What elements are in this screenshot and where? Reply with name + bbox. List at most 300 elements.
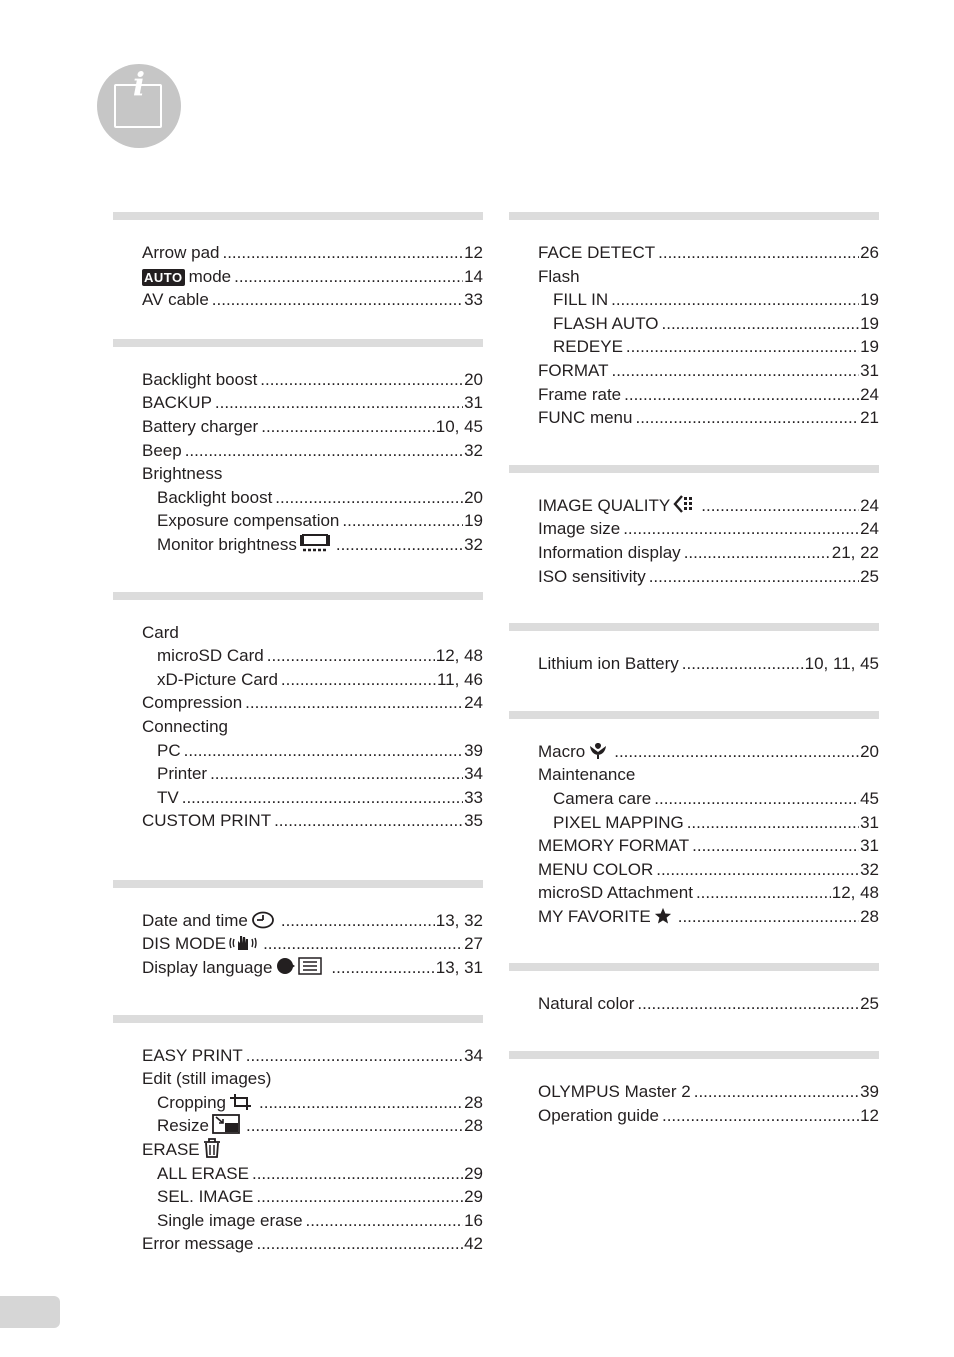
index-entry-flash <box>509 265 879 289</box>
entry-label-text: mode <box>188 266 232 286</box>
dot-leader <box>252 1162 463 1186</box>
index-entry-printer <box>113 762 483 786</box>
section-header-bar <box>509 212 879 220</box>
entry-label <box>538 652 679 676</box>
index-section <box>509 1051 879 1127</box>
entry-label <box>538 517 620 541</box>
entry-label-text: Error message <box>142 1234 254 1254</box>
index-entry-face-detect <box>509 241 879 265</box>
dot-leader <box>215 391 463 415</box>
entry-label-text: Exposure compensation <box>157 511 340 531</box>
index-section <box>509 623 879 676</box>
dot-leader <box>658 241 859 265</box>
page-number: 10, 45 <box>435 416 483 436</box>
entry-label <box>538 858 653 882</box>
index-entry-sel-image <box>113 1185 483 1209</box>
entry-list <box>113 220 483 312</box>
entry-label-text: TV <box>157 787 179 807</box>
entry-label-text: FILL IN <box>553 290 609 310</box>
dot-leader <box>306 1209 464 1233</box>
page-number: 20 <box>464 487 483 507</box>
dot-leader <box>261 415 435 439</box>
dot-leader <box>263 932 463 956</box>
entry-label <box>553 288 608 312</box>
index-entry-beep <box>113 439 483 463</box>
dot-leader <box>696 881 831 905</box>
entry-label <box>538 905 675 932</box>
entry-label-text: Cropping <box>157 1092 226 1112</box>
index-entry-olympus-master-2 <box>509 1080 879 1104</box>
dot-leader <box>694 1080 859 1104</box>
page-number: 16 <box>464 1210 483 1230</box>
index-entry-av-cable <box>113 288 483 312</box>
index-entry-microsd-attachment <box>509 881 879 905</box>
index-entry-cropping <box>113 1091 483 1115</box>
entry-label-text: CUSTOM PRINT <box>142 811 272 831</box>
dot-leader <box>649 565 859 589</box>
index-entry-natural-color <box>509 992 879 1016</box>
entry-label <box>538 359 609 383</box>
entry-label-text: xD-Picture Card <box>157 669 278 689</box>
entry-label <box>142 809 271 833</box>
resize-icon <box>212 1114 240 1141</box>
entry-label <box>142 1232 253 1256</box>
index-section <box>113 1015 483 1256</box>
page-number: 34 <box>464 1045 483 1065</box>
entry-label-text: Date and time <box>142 910 248 930</box>
dot-leader <box>185 439 463 463</box>
page-number: 31 <box>464 393 483 413</box>
entry-label-text: Natural color <box>538 994 635 1014</box>
entry-list <box>113 888 483 980</box>
entry-label <box>538 406 632 430</box>
section-header-bar <box>113 1015 483 1023</box>
index-entry-flash-auto <box>509 312 879 336</box>
entry-label-text: Flash <box>538 266 580 286</box>
dot-leader <box>684 541 831 565</box>
entry-label <box>538 241 655 265</box>
entry-label <box>538 494 698 521</box>
index-entry-mode <box>113 265 483 289</box>
index-entry-func-menu <box>509 406 879 430</box>
page-number: 24 <box>464 693 483 713</box>
page-number: 24 <box>860 495 879 515</box>
index-entry-iso-sensitivity <box>509 565 879 589</box>
entry-list <box>509 473 879 588</box>
entry-label-text: Resize <box>157 1116 209 1136</box>
dot-leader <box>678 905 859 929</box>
index-entry-monitor-brightness <box>113 533 483 557</box>
entry-label <box>142 391 212 415</box>
index-entry-battery-charger <box>113 415 483 439</box>
entry-label <box>142 956 328 983</box>
index-entry-easy-print <box>113 1044 483 1068</box>
index-entry-frame-rate <box>509 383 879 407</box>
entry-label-text: Backlight boost <box>142 369 258 389</box>
page-number: 29 <box>464 1163 483 1183</box>
page-number: 31 <box>860 360 879 380</box>
entry-label-text: microSD Attachment <box>538 883 693 903</box>
page-number: 24 <box>860 384 879 404</box>
entry-label <box>157 668 278 692</box>
entry-label-text: EASY PRINT <box>142 1045 243 1065</box>
entry-label-text: FLASH AUTO <box>553 313 659 333</box>
page-number: 19 <box>860 290 879 310</box>
page-number: 12, 48 <box>435 646 483 666</box>
page-number: 24 <box>860 519 879 539</box>
entry-list <box>113 600 483 833</box>
entry-label <box>142 909 278 936</box>
page-number: 12, 48 <box>831 883 879 903</box>
page-number: 28 <box>860 906 879 926</box>
dot-leader <box>246 1044 463 1068</box>
dot-leader <box>623 517 859 541</box>
index-entry-backup <box>113 391 483 415</box>
page-number: 31 <box>860 836 879 856</box>
page-number: 13, 32 <box>435 910 483 930</box>
index-section <box>113 592 483 833</box>
index-entry-maintenance <box>509 763 879 787</box>
index-entry-my-favorite <box>509 905 879 929</box>
page-number: 32 <box>464 440 483 460</box>
entry-label-text: ISO sensitivity <box>538 566 646 586</box>
index-section <box>113 212 483 312</box>
page-number: 27 <box>464 934 483 954</box>
entry-label <box>157 486 272 510</box>
dot-leader <box>336 533 463 557</box>
page-number: 26 <box>860 243 879 262</box>
dot-leader <box>611 288 859 312</box>
entry-label <box>142 1138 224 1165</box>
dot-leader <box>687 811 859 835</box>
dot-leader <box>275 486 463 510</box>
entry-list <box>113 1023 483 1256</box>
entry-label <box>538 265 580 289</box>
macro-icon <box>588 740 608 767</box>
dot-leader <box>210 762 463 786</box>
dot-leader <box>662 312 860 336</box>
entry-label <box>142 368 257 392</box>
entry-label <box>142 462 222 486</box>
section-header-bar <box>509 465 879 473</box>
page-number: 45 <box>860 788 879 808</box>
dot-leader <box>267 644 435 668</box>
dot-leader <box>612 359 860 383</box>
entry-label <box>157 739 181 763</box>
entry-list <box>509 220 879 430</box>
dot-leader <box>701 494 859 518</box>
language-icon <box>275 956 325 983</box>
page-number: 10, 11, 45 <box>804 654 879 674</box>
page-number: 14 <box>464 266 483 286</box>
star-icon <box>654 907 672 932</box>
monitor-brightness-icon <box>300 533 330 560</box>
page-number: 13, 31 <box>435 958 483 978</box>
entry-label-text: Connecting <box>142 716 229 736</box>
entry-label <box>157 786 179 810</box>
entry-label <box>538 763 635 787</box>
dot-leader <box>212 288 463 312</box>
section-header-bar <box>509 1051 879 1059</box>
index-entry-xd-picture-card <box>113 668 483 692</box>
index-entry-brightness <box>113 462 483 486</box>
dot-leader <box>245 691 463 715</box>
page-number: 28 <box>464 1116 483 1136</box>
image-quality-icon <box>673 494 695 521</box>
index-entry-macro <box>509 740 879 764</box>
entry-label <box>538 834 689 858</box>
entry-label-text: Beep <box>142 440 182 460</box>
index-entry-menu-color <box>509 858 879 882</box>
index-entry-display-language <box>113 956 483 980</box>
dot-leader <box>246 1114 463 1138</box>
entry-label-text: FUNC menu <box>538 408 633 428</box>
page-number: 11, 46 <box>436 669 483 689</box>
entry-label-text: MEMORY FORMAT <box>538 836 690 856</box>
entry-label <box>157 1209 303 1233</box>
section-header-bar <box>509 711 879 719</box>
page-number: 20 <box>860 741 879 761</box>
entry-label <box>157 1114 243 1141</box>
entry-label <box>142 265 231 289</box>
dot-leader <box>662 1104 859 1128</box>
index-section <box>113 339 483 557</box>
entry-label-text: BACKUP <box>142 393 212 413</box>
index-section <box>509 465 879 588</box>
dot-leader <box>281 668 436 692</box>
entry-label <box>157 533 333 560</box>
entry-label <box>142 241 219 265</box>
page-number: 39 <box>464 740 483 760</box>
page-number: 31 <box>860 812 879 832</box>
entry-label <box>142 691 242 715</box>
index-entry-backlight-boost <box>113 368 483 392</box>
entry-label <box>553 312 659 336</box>
entry-label <box>142 932 260 959</box>
entry-label-text: SEL. IMAGE <box>157 1187 254 1207</box>
entry-label <box>142 1044 243 1068</box>
page-number: 12 <box>860 1105 879 1125</box>
entry-label <box>538 1104 659 1128</box>
entry-label <box>157 762 207 786</box>
entry-label <box>157 644 264 668</box>
entry-label-text: Battery charger <box>142 416 259 436</box>
index-entry-arrow-pad <box>113 241 483 265</box>
section-header-bar <box>113 592 483 600</box>
dot-leader <box>637 992 859 1016</box>
index-entry-fill-in <box>509 288 879 312</box>
entry-label <box>142 288 209 312</box>
page-number: 35 <box>464 811 483 831</box>
dot-leader <box>656 858 859 882</box>
section-header-bar <box>113 880 483 888</box>
page-number: 32 <box>464 534 483 554</box>
index-entry-image-quality <box>509 494 879 518</box>
index-column-right <box>509 212 879 1127</box>
trash-icon <box>203 1138 221 1165</box>
page-number: 29 <box>464 1187 483 1207</box>
entry-label <box>157 1185 253 1209</box>
entry-label <box>538 383 621 407</box>
section-header-bar <box>509 963 879 971</box>
entry-label-text: ERASE <box>142 1140 200 1160</box>
entry-label <box>538 992 634 1016</box>
page-number: 42 <box>464 1234 483 1254</box>
index-entry-erase <box>113 1138 483 1162</box>
entry-label-text: Monitor brightness <box>157 534 297 554</box>
entry-label-text: MY FAVORITE <box>538 906 651 926</box>
page-number: 25 <box>860 566 879 586</box>
dot-leader <box>281 909 435 933</box>
dot-leader <box>184 739 463 763</box>
entry-label-text: DIS MODE <box>142 934 227 954</box>
page-tab <box>0 1296 60 1328</box>
entry-label-text: FORMAT <box>538 360 609 380</box>
entry-label <box>553 335 623 359</box>
page-number: 33 <box>464 787 483 807</box>
index-entry-image-size <box>509 517 879 541</box>
index-entry-edit-still-images <box>113 1067 483 1091</box>
index-entry-tv <box>113 786 483 810</box>
entry-label <box>553 811 684 835</box>
page-number: 39 <box>860 1082 879 1102</box>
entry-list <box>509 971 879 1016</box>
index-entry-microsd-card <box>113 644 483 668</box>
entry-label-text: Compression <box>142 693 243 713</box>
section-header-bar <box>113 339 483 347</box>
entry-label-text: microSD Card <box>157 646 264 666</box>
index-entry-dis-mode <box>113 932 483 956</box>
index-entry-pixel-mapping <box>509 811 879 835</box>
index-entry-connecting <box>113 715 483 739</box>
index-entry-exposure-compensation <box>113 509 483 533</box>
entry-label-text: Edit (still images) <box>142 1069 272 1089</box>
entry-label <box>538 541 681 565</box>
dot-leader <box>256 1185 463 1209</box>
page-number: 19 <box>860 313 879 333</box>
index-entry-lithium-ion-battery <box>509 652 879 676</box>
page-number: 32 <box>860 859 879 879</box>
auto-mode-icon: AUTO <box>144 269 183 285</box>
index-entry-format <box>509 359 879 383</box>
dot-leader <box>692 834 859 858</box>
page-number: 34 <box>464 764 483 784</box>
entry-label-text: REDEYE <box>553 337 623 357</box>
index-section <box>509 963 879 1016</box>
index-entry-backlight-boost <box>113 486 483 510</box>
dot-leader <box>614 740 859 764</box>
index-entry-pc <box>113 739 483 763</box>
entry-label-text: Arrow pad <box>142 243 220 262</box>
info-icon <box>97 64 181 148</box>
entry-label-text: OLYMPUS Master 2 <box>538 1082 691 1102</box>
entry-label-text: Card <box>142 622 179 642</box>
dot-leader <box>626 335 859 359</box>
entry-label-text: Display language <box>142 958 273 978</box>
dot-leader <box>182 786 463 810</box>
entry-label-text: FACE DETECT <box>538 243 656 262</box>
entry-label <box>142 415 258 439</box>
entry-label-text: MENU COLOR <box>538 859 654 879</box>
index-entry-camera-care <box>509 787 879 811</box>
entry-list <box>509 1059 879 1127</box>
entry-list <box>509 719 879 929</box>
entry-label <box>157 1091 256 1118</box>
index-entry-all-erase <box>113 1162 483 1186</box>
entry-label <box>538 881 693 905</box>
entry-label <box>538 740 611 767</box>
index-section <box>113 880 483 980</box>
index-entry-memory-format <box>509 834 879 858</box>
entry-label-text: Frame rate <box>538 384 622 404</box>
page-number: 12 <box>464 243 483 262</box>
index-section <box>509 711 879 929</box>
page-number: 19 <box>464 511 483 531</box>
entry-label <box>538 565 646 589</box>
dot-leader <box>222 241 463 265</box>
entry-label <box>142 715 228 739</box>
entry-label <box>553 787 651 811</box>
index-section <box>509 212 879 430</box>
entry-label-text: Backlight boost <box>157 487 273 507</box>
dot-leader <box>682 652 804 676</box>
dot-leader <box>624 383 859 407</box>
entry-label-text: Printer <box>157 764 208 784</box>
index-entry-single-image-erase <box>113 1209 483 1233</box>
index-entry-operation-guide <box>509 1104 879 1128</box>
dot-leader <box>259 1091 463 1115</box>
dot-leader <box>274 809 463 833</box>
page-number: 28 <box>464 1092 483 1112</box>
dot-leader <box>331 956 434 980</box>
page-number: 21, 22 <box>831 542 879 562</box>
entry-label-text: PIXEL MAPPING <box>553 812 684 832</box>
page-number: 21 <box>860 408 879 428</box>
index-entry-card <box>113 621 483 645</box>
index-entry-resize <box>113 1114 483 1138</box>
entry-label-text: IMAGE QUALITY <box>538 495 671 515</box>
dot-leader <box>635 406 859 430</box>
page-number: 33 <box>464 290 483 310</box>
dot-leader <box>260 368 463 392</box>
section-header-bar <box>113 212 483 220</box>
entry-label-text: PC <box>157 740 181 760</box>
index-entry-error-message <box>113 1232 483 1256</box>
info-glyph: i <box>132 65 146 103</box>
entry-label <box>142 439 182 463</box>
index-column-left <box>113 212 483 1256</box>
entry-label-text: ALL ERASE <box>157 1163 249 1183</box>
entry-list <box>509 631 879 676</box>
entry-label-text: Camera care <box>553 788 652 808</box>
dot-leader <box>342 509 463 533</box>
page-number: 20 <box>464 369 483 389</box>
index-entry-date-and-time <box>113 909 483 933</box>
dot-leader <box>256 1232 463 1256</box>
section-header-bar <box>509 623 879 631</box>
entry-label-text: Macro <box>538 741 586 761</box>
index-entry-information-display <box>509 541 879 565</box>
entry-label-text: Lithium ion Battery <box>538 654 679 674</box>
entry-label-text: Brightness <box>142 464 223 484</box>
entry-label-text: Single image erase <box>157 1210 303 1230</box>
entry-label-text: Image size <box>538 519 621 539</box>
entry-label <box>157 509 339 533</box>
dot-leader <box>654 787 859 811</box>
dot-leader <box>234 265 463 289</box>
page-number: 19 <box>860 337 879 357</box>
index-entry-redeye <box>509 335 879 359</box>
